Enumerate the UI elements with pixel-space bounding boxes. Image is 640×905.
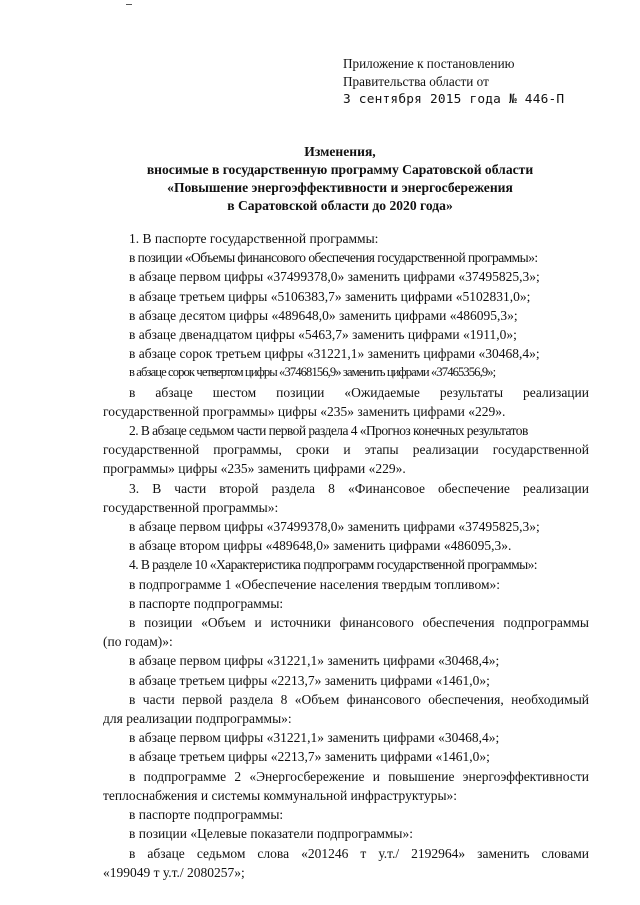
body-line: в абзаце третьем цифры «2213,7» заменить цифрами «1461,0»; bbox=[129, 672, 490, 688]
title-line: в Саратовской области до 2020 года» bbox=[227, 198, 453, 213]
body-line: в абзаце третьем цифры «2213,7» заменить цифрами «1461,0»; bbox=[129, 749, 490, 765]
body-line: государственной программы» цифры «235» заменить цифрами «229». bbox=[103, 403, 506, 419]
title-line: «Повышение энергоэффективности и энергосбережения bbox=[167, 180, 513, 195]
body-line: в части первой раздела 8 «Объем финансового обеспечения, необходимый bbox=[129, 691, 589, 707]
body-line: государственной программы, сроки и этапы реализации государственной bbox=[103, 442, 589, 458]
body-line: в паспорте подпрограммы: bbox=[129, 807, 284, 823]
body-line: в позиции «Объем и источники финансового обеспечения подпрограммы bbox=[129, 615, 589, 631]
body-line: 2. В абзаце седьмом части первой раздела 4 «Прогноз конечных результатов bbox=[129, 423, 528, 439]
body-line: в абзаце первом цифры «31221,1» заменить цифрами «30468,4»; bbox=[129, 653, 500, 669]
body-line: для реализации подпрограммы»: bbox=[103, 711, 292, 727]
body-line: в позиции «Целевые показатели подпрограммы»: bbox=[129, 826, 414, 842]
body-line: теплоснабжения и системы коммунальной инфраструктуры»: bbox=[103, 787, 458, 803]
body-line: в абзаце втором цифры «489648,0» заменить цифрами «486095,3». bbox=[129, 538, 512, 554]
body-line: в абзаце шестом позиции «Ожидаемые результаты реализации bbox=[129, 384, 589, 400]
body-line: 1. В паспорте государственной программы: bbox=[129, 231, 379, 246]
body-line: государственной программы»: bbox=[103, 499, 279, 515]
body-line: в абзаце двенадцатом цифры «5463,7» заменить цифрами «1911,0»; bbox=[129, 327, 517, 343]
body-line: в позиции «Объемы финансового обеспечения государственной программы»: bbox=[129, 250, 538, 266]
title-line: вносимые в государственную программу Саратовской области bbox=[146, 162, 534, 177]
document-body bbox=[103, 229, 589, 882]
body-line: в подпрограмме 2 «Энергосбережение и повышение энергоэффективности bbox=[129, 768, 589, 784]
scan-mark bbox=[126, 4, 132, 5]
body-line: 4. В разделе 10 «Характеристика подпрограмм государственной программы»: bbox=[129, 557, 537, 573]
title-line: Изменения, bbox=[304, 144, 376, 159]
body-line: в абзаце первом цифры «37499378,0» заменить цифрами «37495825,3»; bbox=[129, 519, 540, 535]
header-line: Приложение к постановлению bbox=[343, 56, 515, 71]
body-line: программы» цифры «235» заменить цифрами «229». bbox=[103, 461, 406, 477]
document-title bbox=[80, 143, 600, 215]
header-line: Правительства области от bbox=[343, 74, 489, 89]
body-line: в абзаце седьмом слова «201246 т у.т./ 2192964» заменить словами bbox=[129, 845, 589, 861]
body-line: 3. В части второй раздела 8 «Финансовое обеспечение реализации bbox=[129, 480, 589, 496]
body-line: «199049 т у.т./ 2080257»; bbox=[103, 864, 245, 880]
body-line: в абзаце десятом цифры «489648,0» заменить цифрами «486095,3»; bbox=[129, 307, 518, 323]
body-line: в паспорте подпрограммы: bbox=[129, 595, 284, 611]
body-line: в абзаце третьем цифры «5106383,7» заменить цифрами «5102831,0»; bbox=[129, 288, 531, 304]
body-line: в абзаце сорок четвертом цифры «37468156,9» заменить цифрами «37465356,9»; bbox=[129, 365, 496, 380]
body-line: в абзаце первом цифры «37499378,0» заменить цифрами «37495825,3»; bbox=[129, 269, 540, 285]
body-line: в подпрограмме 1 «Обеспечение населения твердым топливом»: bbox=[129, 576, 500, 592]
body-line: (по годам)»: bbox=[103, 634, 173, 650]
appendix-header bbox=[343, 55, 564, 109]
body-line: в абзаце первом цифры «31221,1» заменить цифрами «30468,4»; bbox=[129, 730, 500, 746]
body-line: в абзаце сорок третьем цифры «31221,1» заменить цифрами «30468,4»; bbox=[129, 346, 540, 362]
header-date-stamp: 3 сентября 2015 года № 446-П bbox=[343, 92, 565, 107]
